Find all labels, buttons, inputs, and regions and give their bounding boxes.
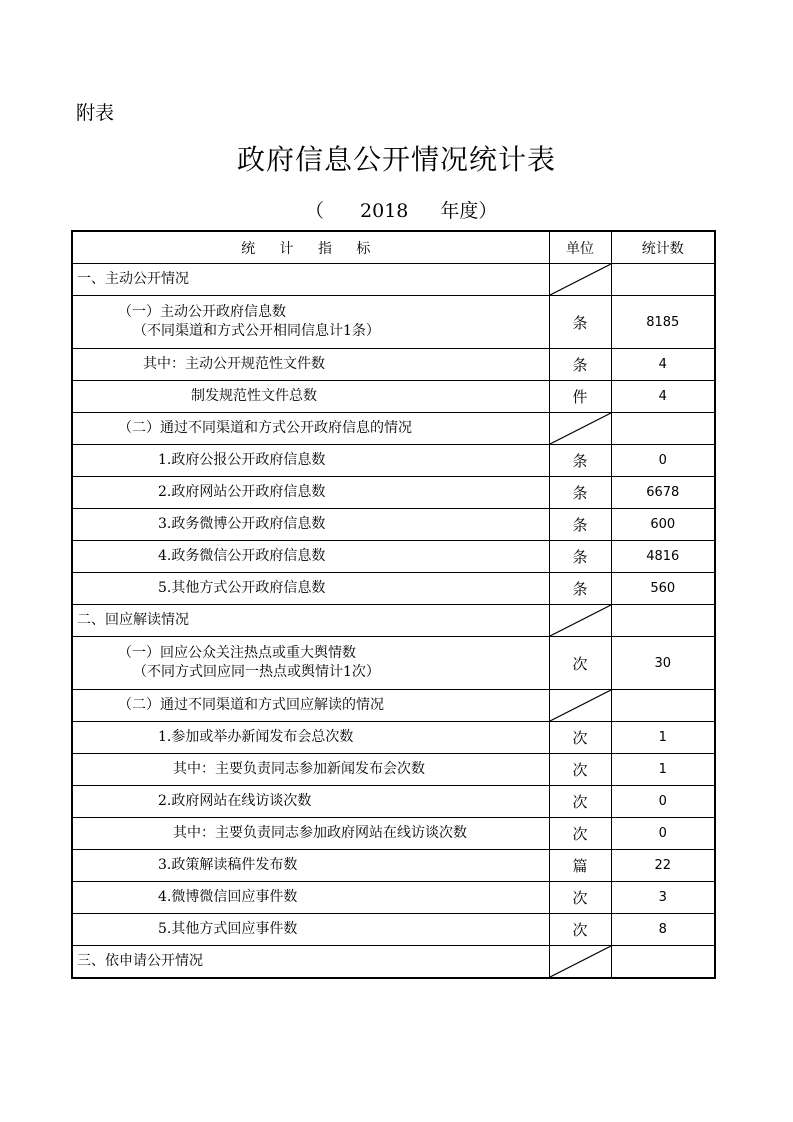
statistics-table <box>71 230 716 979</box>
unit-cell: 次 <box>549 882 611 914</box>
indicator-label: 1.政府公报公开政府信息数 <box>158 452 326 468</box>
indicator-cell <box>72 722 549 754</box>
table-row <box>72 264 715 296</box>
indicator-label: 3.政策解读稿件发布数 <box>158 857 298 873</box>
year-open-paren: （ <box>305 200 325 222</box>
diagonal-slash-cell <box>549 946 611 979</box>
unit-cell: 条 <box>549 477 611 509</box>
table-row <box>72 914 715 946</box>
header-indicator: 统 计 指 标 <box>72 231 549 264</box>
diagonal-slash-icon <box>550 264 611 295</box>
indicator-label: 其中：主动公开规范性文件数 <box>143 356 325 372</box>
page-title: 政府信息公开情况统计表 <box>236 143 556 176</box>
unit-cell: 次 <box>549 637 611 690</box>
indicator-note: （不同渠道和方式公开相同信息计1条） <box>133 323 380 339</box>
indicator-cell <box>72 690 549 722</box>
indicator-label: （一）主动公开政府信息数 <box>118 304 286 320</box>
count-cell: 560 <box>611 573 715 605</box>
unit-cell: 条 <box>549 349 611 381</box>
table-row <box>72 296 715 349</box>
indicator-label: 2.政府网站公开政府信息数 <box>158 484 326 500</box>
unit-cell: 条 <box>549 573 611 605</box>
diagonal-slash-icon <box>550 605 611 636</box>
table-header-row <box>72 231 715 264</box>
unit-cell: 件 <box>549 381 611 413</box>
count-cell <box>611 264 715 296</box>
indicator-label: （一）回应公众关注热点或重大舆情数 <box>118 645 356 661</box>
table-row <box>72 637 715 690</box>
indicator-cell <box>72 818 549 850</box>
indicator-cell <box>72 477 549 509</box>
indicator-label: 一、主动公开情况 <box>77 271 189 287</box>
unit-cell: 篇 <box>549 850 611 882</box>
count-cell: 0 <box>611 445 715 477</box>
count-cell: 4 <box>611 381 715 413</box>
indicator-label: 其中：主要负责同志参加政府网站在线访谈次数 <box>173 825 467 841</box>
indicator-label: 二、回应解读情况 <box>77 612 189 628</box>
header-count: 统计数 <box>611 231 715 264</box>
indicator-label: 制发规范性文件总数 <box>191 388 317 404</box>
count-cell <box>611 690 715 722</box>
count-cell: 22 <box>611 850 715 882</box>
indicator-cell <box>72 573 549 605</box>
count-cell: 30 <box>611 637 715 690</box>
indicator-label: 3.政务微博公开政府信息数 <box>158 516 326 532</box>
indicator-cell <box>72 637 549 690</box>
count-cell: 1 <box>611 754 715 786</box>
unit-cell: 次 <box>549 754 611 786</box>
header-unit: 单位 <box>549 231 611 264</box>
table-row <box>72 786 715 818</box>
table-body <box>72 264 715 979</box>
count-cell <box>611 605 715 637</box>
unit-cell: 条 <box>549 541 611 573</box>
table-row <box>72 445 715 477</box>
year-value: 2018 <box>360 200 409 222</box>
indicator-cell <box>72 509 549 541</box>
year-suffix: 年度） <box>440 200 498 222</box>
diagonal-slash-cell <box>549 264 611 296</box>
table-row <box>72 541 715 573</box>
indicator-cell <box>72 541 549 573</box>
indicator-cell <box>72 381 549 413</box>
appendix-label: 附表 <box>76 102 115 124</box>
count-cell: 8185 <box>611 296 715 349</box>
indicator-label: 2.政府网站在线访谈次数 <box>158 793 312 809</box>
unit-cell: 条 <box>549 445 611 477</box>
table-row <box>72 349 715 381</box>
indicator-label: （二）通过不同渠道和方式公开政府信息的情况 <box>118 420 412 436</box>
table-row <box>72 413 715 445</box>
unit-cell: 次 <box>549 914 611 946</box>
indicator-label: （二）通过不同渠道和方式回应解读的情况 <box>118 697 384 713</box>
unit-cell: 条 <box>549 296 611 349</box>
indicator-cell <box>72 349 549 381</box>
indicator-cell <box>72 445 549 477</box>
indicator-cell <box>72 914 549 946</box>
indicator-label: 4.微博微信回应事件数 <box>158 889 298 905</box>
diagonal-slash-icon <box>550 413 611 444</box>
count-cell: 0 <box>611 818 715 850</box>
count-cell: 0 <box>611 786 715 818</box>
indicator-cell <box>72 946 549 979</box>
count-cell: 6678 <box>611 477 715 509</box>
indicator-note: （不同方式回应同一热点或舆情计1次） <box>133 664 380 680</box>
indicator-cell <box>72 413 549 445</box>
indicator-cell <box>72 296 549 349</box>
unit-cell: 次 <box>549 722 611 754</box>
indicator-cell <box>72 850 549 882</box>
indicator-label: 5.其他方式公开政府信息数 <box>158 580 326 596</box>
count-cell: 600 <box>611 509 715 541</box>
count-cell <box>611 413 715 445</box>
indicator-label: 5.其他方式回应事件数 <box>158 921 298 937</box>
table-row <box>72 573 715 605</box>
table-row <box>72 850 715 882</box>
indicator-label: 4.政务微信公开政府信息数 <box>158 548 326 564</box>
diagonal-slash-icon <box>550 946 611 977</box>
diagonal-slash-cell <box>549 413 611 445</box>
table-row <box>72 946 715 979</box>
table-row <box>72 509 715 541</box>
table-row <box>72 754 715 786</box>
unit-cell: 条 <box>549 509 611 541</box>
unit-cell: 次 <box>549 786 611 818</box>
diagonal-slash-cell <box>549 690 611 722</box>
indicator-cell <box>72 754 549 786</box>
count-cell: 3 <box>611 882 715 914</box>
table-row <box>72 818 715 850</box>
indicator-cell <box>72 264 549 296</box>
diagonal-slash-icon <box>550 690 611 721</box>
table-row <box>72 477 715 509</box>
year-line <box>305 196 497 223</box>
indicator-label: 三、依申请公开情况 <box>77 953 203 969</box>
diagonal-slash-cell <box>549 605 611 637</box>
table-row <box>72 882 715 914</box>
indicator-cell <box>72 786 549 818</box>
indicator-cell <box>72 882 549 914</box>
indicator-label: 其中：主要负责同志参加新闻发布会次数 <box>173 761 425 777</box>
table-row <box>72 605 715 637</box>
table-row <box>72 690 715 722</box>
table-row <box>72 381 715 413</box>
count-cell: 4816 <box>611 541 715 573</box>
indicator-cell <box>72 605 549 637</box>
count-cell <box>611 946 715 979</box>
count-cell: 4 <box>611 349 715 381</box>
table-row <box>72 722 715 754</box>
unit-cell: 次 <box>549 818 611 850</box>
count-cell: 8 <box>611 914 715 946</box>
count-cell: 1 <box>611 722 715 754</box>
indicator-label: 1.参加或举办新闻发布会总次数 <box>158 729 354 745</box>
